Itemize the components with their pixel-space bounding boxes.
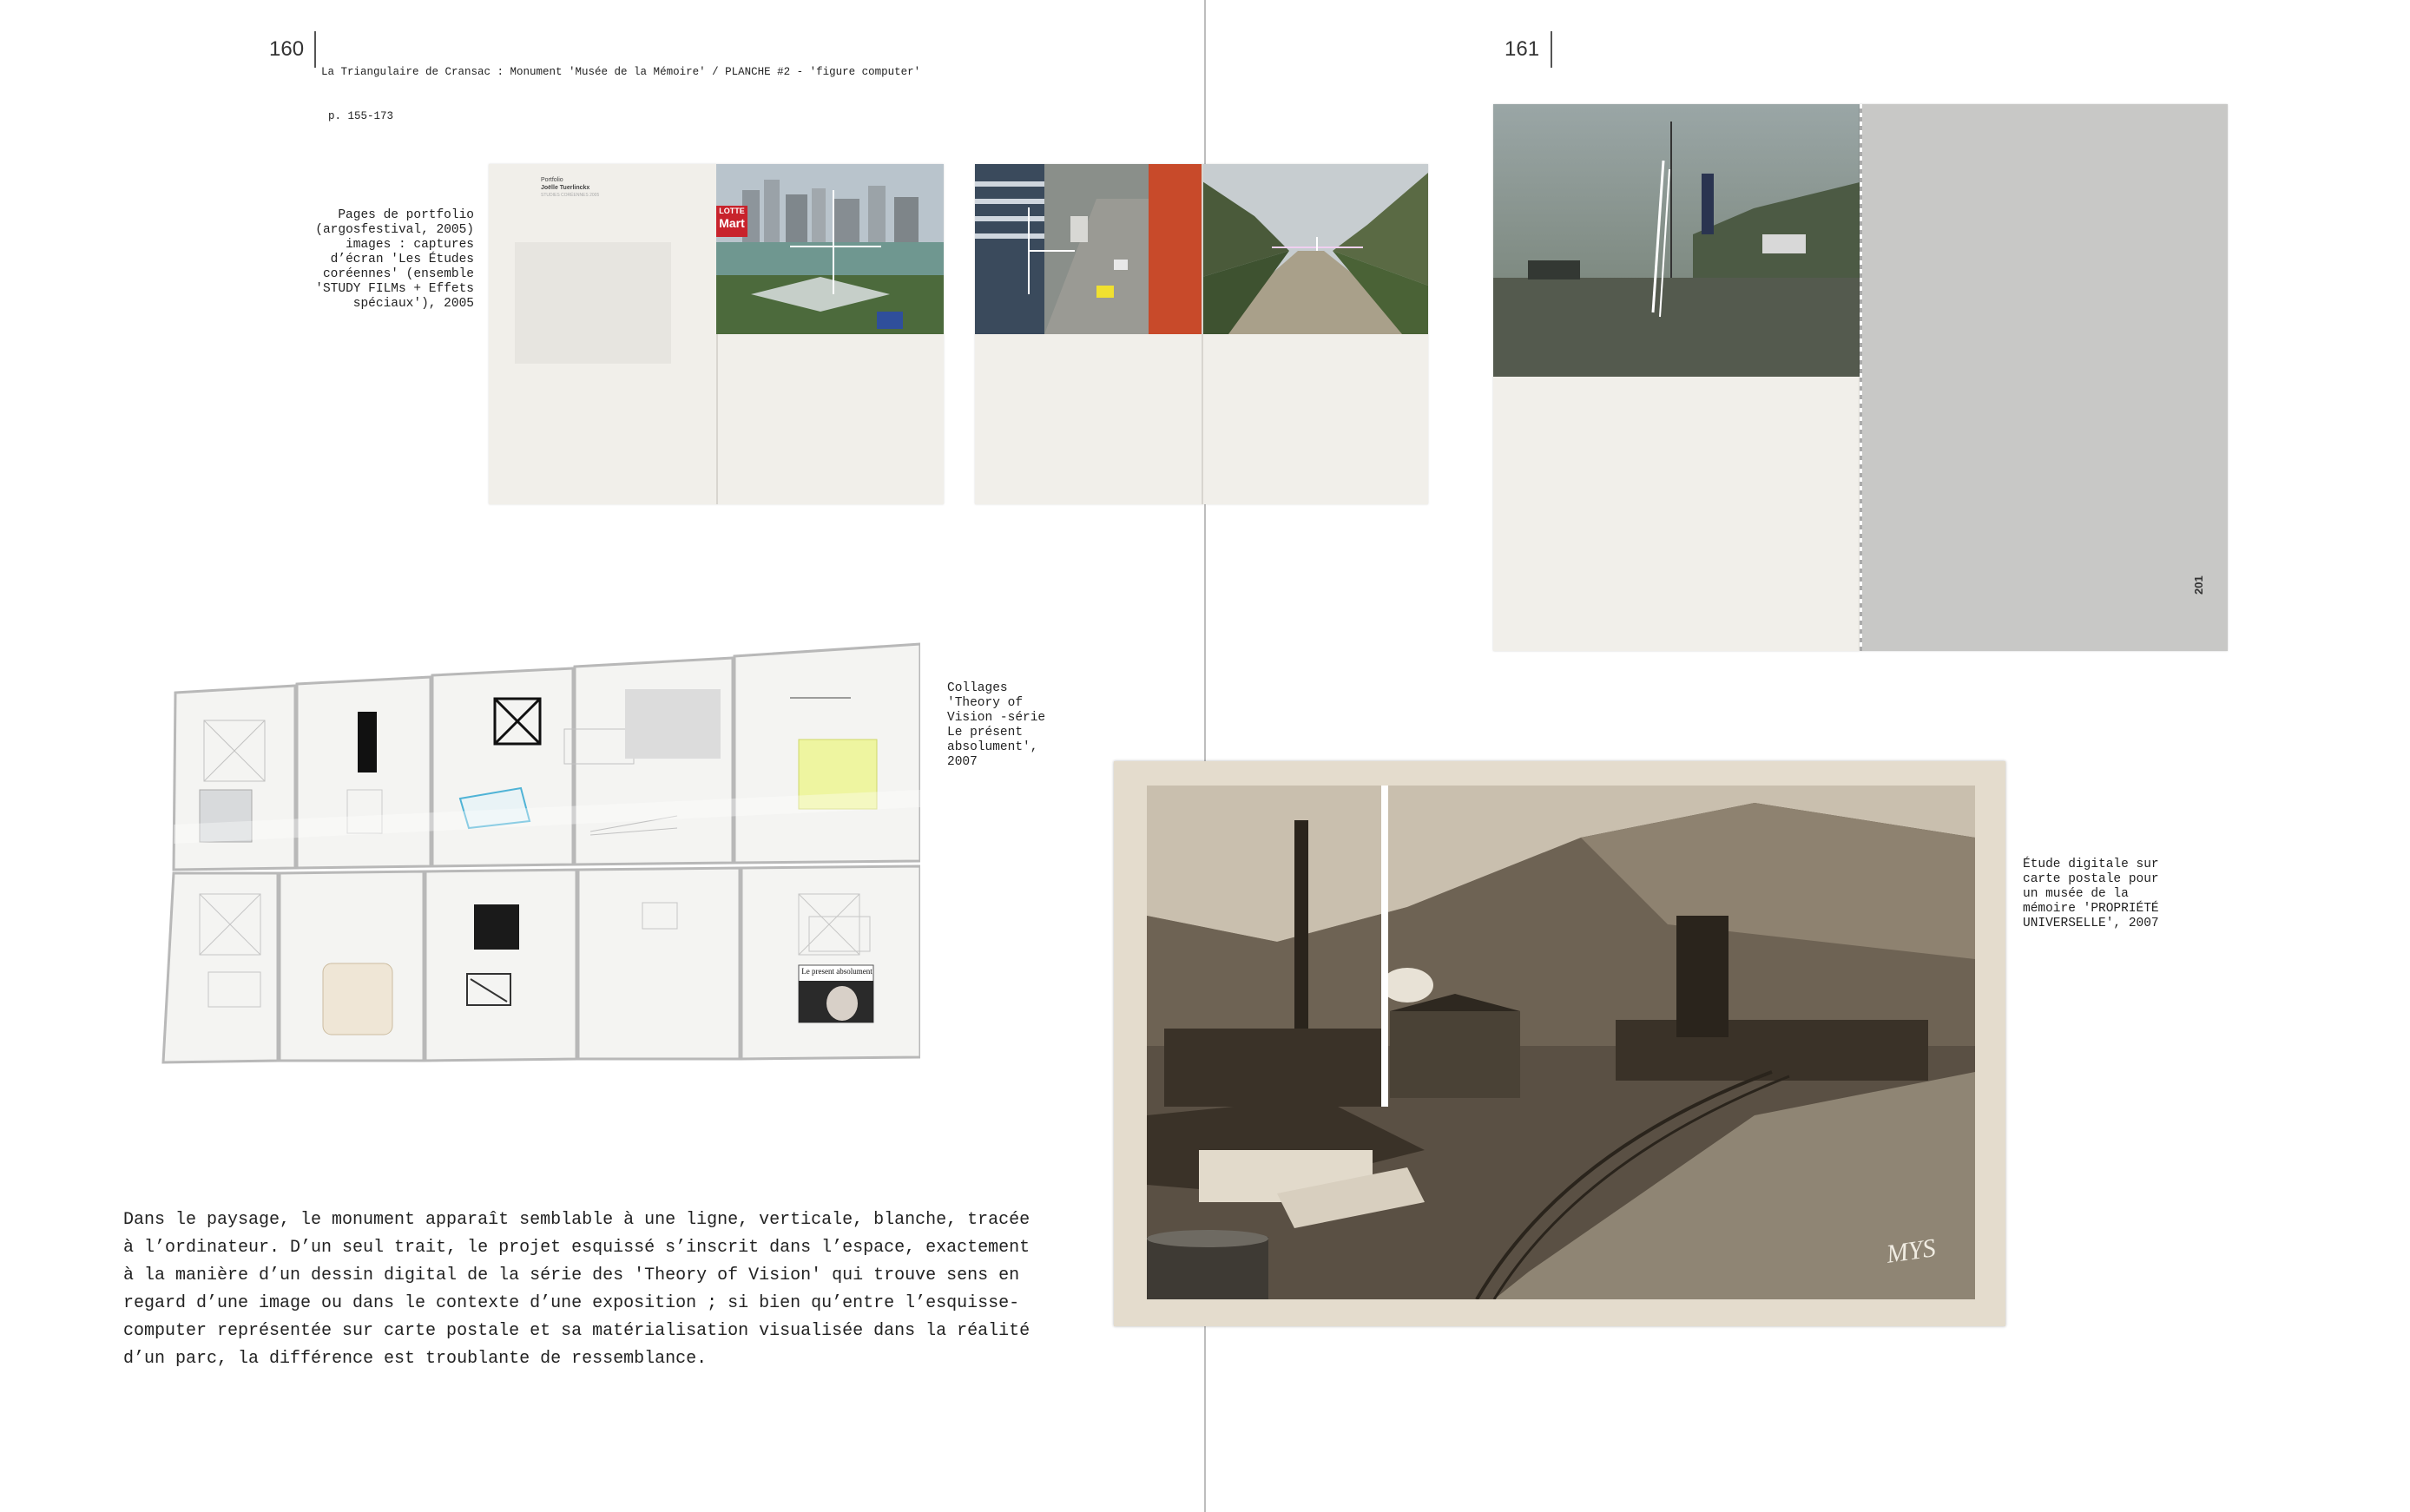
header-rule-left — [314, 31, 316, 68]
caption-collages-line: Vision -série — [947, 711, 1046, 725]
portfolio-title-block — [541, 176, 599, 200]
caption-postcard-line: Étude digitale sur — [2023, 858, 2159, 871]
caption-portfolio-line: Pages de portfolio — [338, 208, 474, 222]
header-rule-right — [1551, 31, 1552, 68]
body-paragraph — [123, 1206, 1182, 1373]
caption-postcard — [2023, 858, 2196, 931]
running-header-line2: p. 155-173 — [328, 110, 394, 122]
caption-collages-line: Collages — [947, 681, 1008, 695]
portfolio-spread-1 — [489, 164, 944, 504]
book-page-number: 201 — [2192, 575, 2205, 595]
collage-frames-grid — [156, 616, 920, 1068]
book-left-page — [1493, 104, 1860, 651]
caption-collages-line: absolument', — [947, 740, 1038, 754]
caption-postcard-line: un musée de la — [2023, 887, 2129, 901]
spread-gutter — [1202, 164, 1203, 504]
book-right-page — [1860, 104, 2228, 651]
caption-portfolio-line: d’écran 'Les Études — [330, 253, 474, 266]
caption-portfolio-line: spéciaux'), 2005 — [352, 297, 474, 311]
collage-clipping-text: Le present absolument — [801, 967, 872, 976]
store-sign-top: LOTTE — [719, 207, 745, 215]
caption-postcard-line: UNIVERSELLE', 2007 — [2023, 917, 2159, 930]
page-number-left: 160 — [269, 37, 305, 61]
caption-postcard-line: mémoire 'PROPRIÉTÉ — [2023, 902, 2159, 916]
store-sign — [716, 206, 747, 237]
foggy-landscape-photo — [1493, 104, 1860, 377]
postcard-signature: MYS — [1884, 1233, 1938, 1269]
city-photo — [716, 164, 944, 334]
binding-stitch — [1860, 104, 1862, 651]
caption-portfolio-line: images : captures — [346, 238, 474, 252]
running-header — [321, 36, 920, 139]
caption-collages-line: 2007 — [947, 755, 978, 769]
portfolio-subtitle: STUDIES CORÉENNES 2005 — [541, 193, 600, 198]
caption-collages-line: Le présent — [947, 726, 1024, 740]
faded-ghost-image — [515, 242, 671, 364]
body-line: Dans le paysage, le monument apparaît semblable à une ligne, verticale, blanche, tracée — [123, 1210, 1031, 1230]
page-number-right: 161 — [1505, 37, 1540, 61]
caption-collages-line: 'Theory of — [947, 696, 1024, 710]
body-line: d’un parc, la différence est troublante de ressemblance. — [123, 1349, 708, 1369]
postcard-photo — [1147, 786, 1975, 1299]
running-header-line1: La Triangulaire de Cransac : Monument 'Musée de la Mémoire' / PLANCHE #2 - 'figure computer' — [321, 66, 921, 78]
valley-photo — [1202, 164, 1428, 334]
caption-portfolio — [286, 208, 474, 312]
body-line: computer représentée sur carte postale et sa matérialisation visualisée dans la réalité — [123, 1321, 1031, 1341]
portfolio-title: Portfolio — [541, 177, 563, 183]
body-line: à la manière d’un dessin digital de la série des 'Theory of Vision' qui trouve sens en — [123, 1265, 1020, 1285]
body-line: regard d’une image ou dans le contexte d’une exposition ; si bien qu’entre l’esquisse- — [123, 1293, 1020, 1313]
portfolio-spread-2 — [975, 164, 1428, 504]
postcard — [1114, 761, 2005, 1326]
portfolio-artist: Joëlle Tuerlinckx — [541, 185, 590, 191]
caption-collages — [947, 681, 1060, 770]
caption-portfolio-line: 'STUDY FILMs + Effets — [315, 282, 474, 296]
caption-portfolio-line: (argosfestival, 2005) — [315, 223, 474, 237]
body-line: à l’ordinateur. D’un seul trait, le projet esquissé s’inscrit dans l’espace, exactement — [123, 1238, 1031, 1258]
street-photo — [975, 164, 1202, 334]
caption-portfolio-line: coréennes' (ensemble — [322, 267, 474, 281]
store-sign-bottom: Mart — [719, 216, 745, 230]
caption-postcard-line: carte postale pour — [2023, 872, 2159, 886]
